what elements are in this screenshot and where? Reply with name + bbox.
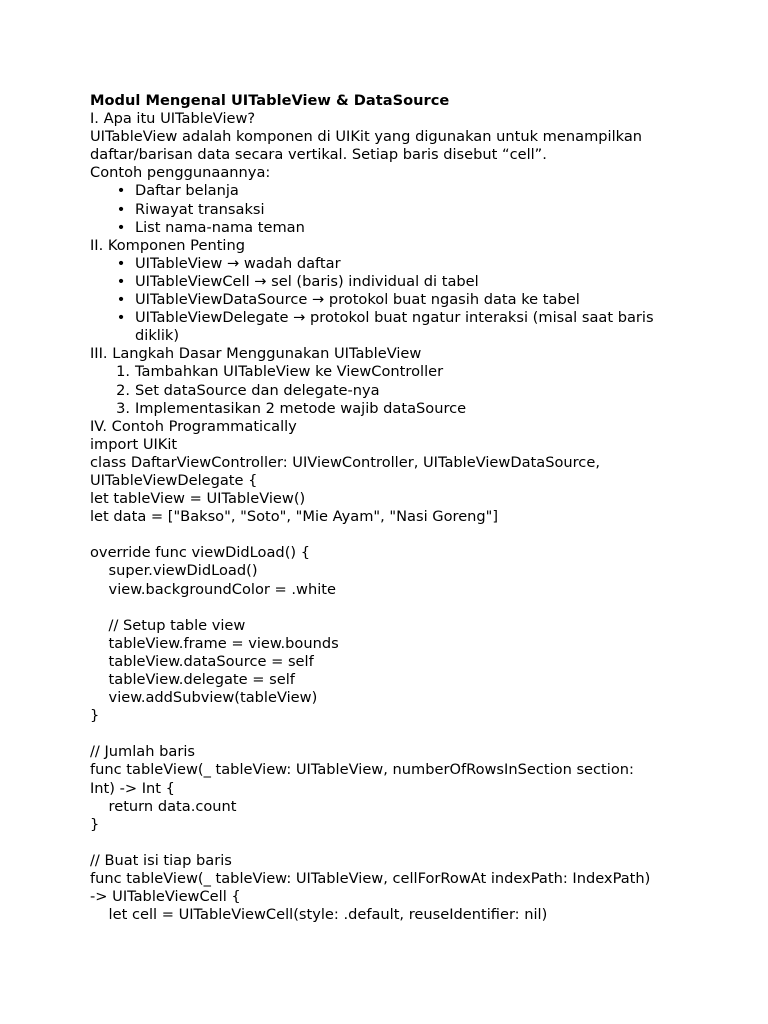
code-line: // Buat isi tiap baris bbox=[90, 851, 232, 869]
code-line: tableView.dataSource = self bbox=[90, 652, 314, 670]
list-item: • UITableViewDelegate → protokol buat ngatur interaksi (misal saat baris diklik) bbox=[90, 309, 690, 345]
list-item: • UITableViewCell → sel (baris) individual di tabel bbox=[90, 273, 690, 291]
section-1-paragraph: UITableView adalah komponen di UIKit yang digunakan untuk menampilkan daftar/barisan data secara vertikal. Setiap baris disebut “cell”. bbox=[90, 128, 643, 164]
code-line: let tableView = UITableView() bbox=[90, 490, 306, 508]
code-line: func tableView(_ tableView: UITableView, cellForRowAt indexPath: IndexPath) bbox=[90, 870, 651, 888]
code-line: let data = ["Bakso", "Soto", "Mie Ayam", "Nasi Goreng"] bbox=[90, 508, 499, 526]
document-title: Modul Mengenal UITableView & DataSource bbox=[90, 92, 450, 109]
code-line: // Jumlah baris bbox=[90, 743, 195, 761]
components-list bbox=[90, 255, 690, 345]
code-line bbox=[90, 599, 690, 617]
section-4-heading: IV. Contoh Programmatically bbox=[90, 417, 297, 435]
bullet-icon: • bbox=[116, 272, 126, 290]
section-2-heading: II. Komponen Penting bbox=[90, 236, 245, 254]
step-number: 1. bbox=[116, 363, 130, 381]
list-item: 3. Implementasikan 2 metode wajib dataSource bbox=[90, 400, 690, 418]
list-item: • UITableViewDataSource → protokol buat ngasih data ke tabel bbox=[90, 291, 690, 309]
list-item: • Daftar belanja bbox=[90, 182, 690, 200]
code-line bbox=[90, 725, 690, 743]
bullet-icon: • bbox=[116, 182, 126, 200]
code-line: tableView.delegate = self bbox=[90, 671, 295, 688]
code-line: Int) -> Int { bbox=[90, 779, 175, 797]
document-page bbox=[90, 92, 690, 924]
code-line bbox=[90, 834, 690, 852]
code-line: class DaftarViewController: UIViewController, UITableViewDataSource, bbox=[90, 453, 600, 471]
list-item: • List nama-nama teman bbox=[90, 219, 690, 237]
list-item: • Riwayat transaksi bbox=[90, 201, 690, 219]
section-1-examples-label: Contoh penggunaannya: bbox=[90, 164, 271, 182]
list-item: • UITableView → wadah daftar bbox=[90, 255, 690, 273]
step-number: 3. bbox=[116, 399, 130, 417]
code-line: override func viewDidLoad() { bbox=[90, 544, 311, 562]
code-block bbox=[90, 436, 690, 925]
code-line: return data.count bbox=[90, 797, 237, 815]
step-number: 2. bbox=[116, 381, 130, 399]
steps-list bbox=[90, 363, 690, 417]
list-item: 1. Tambahkan UITableView ke ViewController bbox=[90, 363, 690, 381]
section-1-heading: I. Apa itu UITableView? bbox=[90, 110, 256, 128]
code-line: import UIKit bbox=[90, 435, 178, 453]
code-line: UITableViewDelegate { bbox=[90, 471, 258, 489]
code-line: view.addSubview(tableView) bbox=[90, 689, 318, 707]
code-line: view.backgroundColor = .white bbox=[90, 580, 336, 598]
bullet-icon: • bbox=[116, 309, 126, 327]
code-line: // Setup table view bbox=[90, 616, 246, 634]
list-item: 2. Set dataSource dan delegate-nya bbox=[90, 382, 690, 400]
bullet-icon: • bbox=[116, 254, 126, 272]
code-line: } bbox=[90, 707, 100, 725]
code-line bbox=[90, 526, 690, 544]
code-line: tableView.frame = view.bounds bbox=[90, 634, 339, 652]
code-line: } bbox=[90, 815, 100, 833]
code-line: super.viewDidLoad() bbox=[90, 562, 258, 580]
code-line: func tableView(_ tableView: UITableView, numberOfRowsInSection section: bbox=[90, 761, 634, 779]
examples-list bbox=[90, 182, 690, 236]
bullet-icon: • bbox=[116, 218, 126, 236]
code-line: let cell = UITableViewCell(style: .default, reuseIdentifier: nil) bbox=[90, 906, 548, 924]
code-line: -> UITableViewCell { bbox=[90, 888, 241, 906]
bullet-icon: • bbox=[116, 200, 126, 218]
bullet-icon: • bbox=[116, 291, 126, 309]
section-3-heading: III. Langkah Dasar Menggunakan UITableView bbox=[90, 345, 422, 363]
